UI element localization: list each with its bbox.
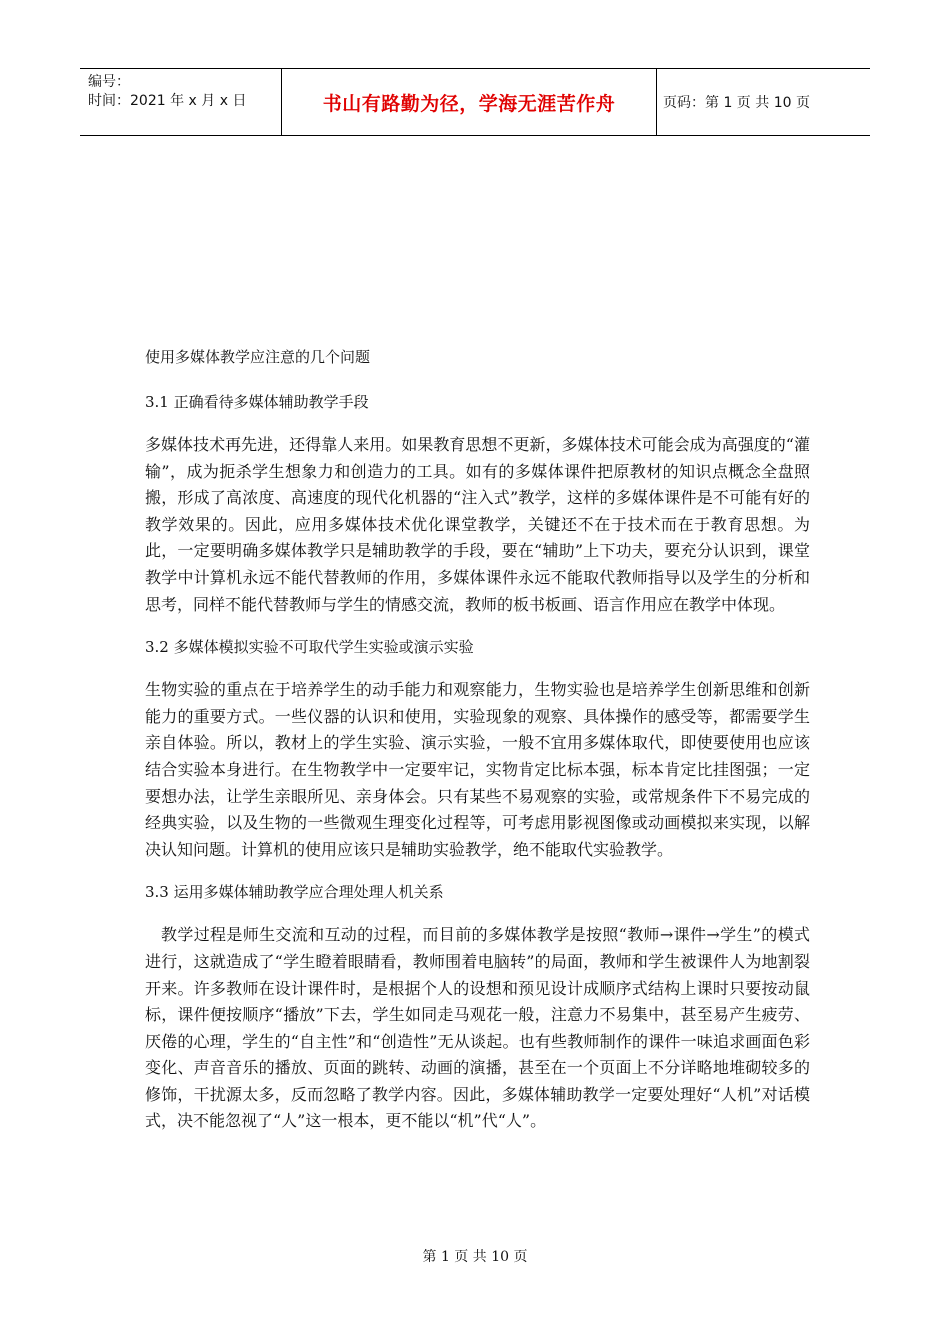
section-paragraph: 多媒体技术再先进，还得靠人来用。如果教育思想不更新，多媒体技术可能会成为高强度的“灌输”，成为扼杀学生想象力和创造力的工具。如有的多媒体课件把原教材的知识点概念全盘照搬，形成了高浓度、高速度的现代化机器的“注入式”教学，这样的多媒体课件是不可能有好的教学效果的。因此，应用多媒体技术优化课堂教学，关键还不在于技术而在于教育思想。为此，一定要明确多媒体教学只是辅助教学的手段，要在“辅助”上下功夫，要充分认识到，课堂教学中计算机永远不能代替教师的作用，多媒体课件永远不能取代教师指导以及学生的分析和思考，同样不能代替教师与学生的情感交流，教师的板书板画、语言作用应在教学中体现。: [145, 435, 810, 614]
header-motto-cell: [282, 69, 657, 135]
header-motto: 书山有路勤为径，学海无涯苦作舟: [322, 92, 616, 115]
section-heading: 3.3 运用多媒体辅助教学应合理处理人机关系: [145, 883, 444, 902]
section-heading: 3.1 正确看待多媒体辅助教学手段: [145, 393, 369, 411]
section-paragraph: 生物实验的重点在于培养学生的动手能力和观察能力，生物实验也是培养学生创新思维和创新能力的重要方式。一些仪器的认识和使用，实验现象的观察、具体操作的感受等，都需要学生亲自体验。所以，教材上的学生实验、演示实验，一般不宜用多媒体取代，即使要使用也应该结合实验本身进行。在生物教学中一定要牢记，实物肯定比标本强，标本肯定比挂图强；一定要想办法，让学生亲眼所见、亲身体会。只有某些不易观察的实验，或常规条件下不易完成的经典实验，以及生物的一些微观生理变化过程等，可考虑用影视图像或动画模拟来实现，以解决认知问题。计算机的使用应该只是辅助实验教学，绝不能取代实验教学。: [145, 680, 810, 859]
header-page-cell: [657, 69, 870, 135]
document-time-label: 时间：2021 年 x 月 x 日: [88, 93, 247, 109]
document-header: [80, 68, 870, 136]
page-footer: 第 1 页 共 10 页: [422, 1249, 528, 1265]
section-paragraph: 教学过程是师生交流和互动的过程，而目前的多媒体教学是按照“教师→课件→学生”的模式进行，这就造成了“学生瞪着眼睛看，教师围着电脑转”的局面，教师和学生被课件人为地割裂开来。许多教师在设计课件时，是根据个人的设想和预见设计成顺序式结构上课时只要按动鼠标，课件便按顺序“播放”下去，学生如同走马观花一般，注意力不易集中，甚至易产生疲劳、厌倦的心理，学生的“自主性”和“创造性”无从谈起。也有些教师制作的课件一味追求画面色彩变化、声音音乐的播放、页面的跳转、动画的演播，甚至在一个页面上不分详略地堆砌较多的修饰，干扰源太多，反而忽略了教学内容。因此，多媒体辅助教学一定要处理好“人机”对话模式，决不能忽视了“人”这一根本，更不能以“机”代“人”。: [145, 925, 810, 1131]
document-title: 使用多媒体教学应注意的几个问题: [145, 348, 371, 366]
section-heading: 3.2 多媒体模拟实验不可取代学生实验或演示实验: [145, 638, 474, 657]
document-number-label: 编号：: [88, 74, 130, 90]
header-meta-cell: [80, 69, 282, 135]
header-page-info: 页码：第 1 页 共 10 页: [663, 95, 810, 111]
document-body: [145, 343, 810, 1150]
